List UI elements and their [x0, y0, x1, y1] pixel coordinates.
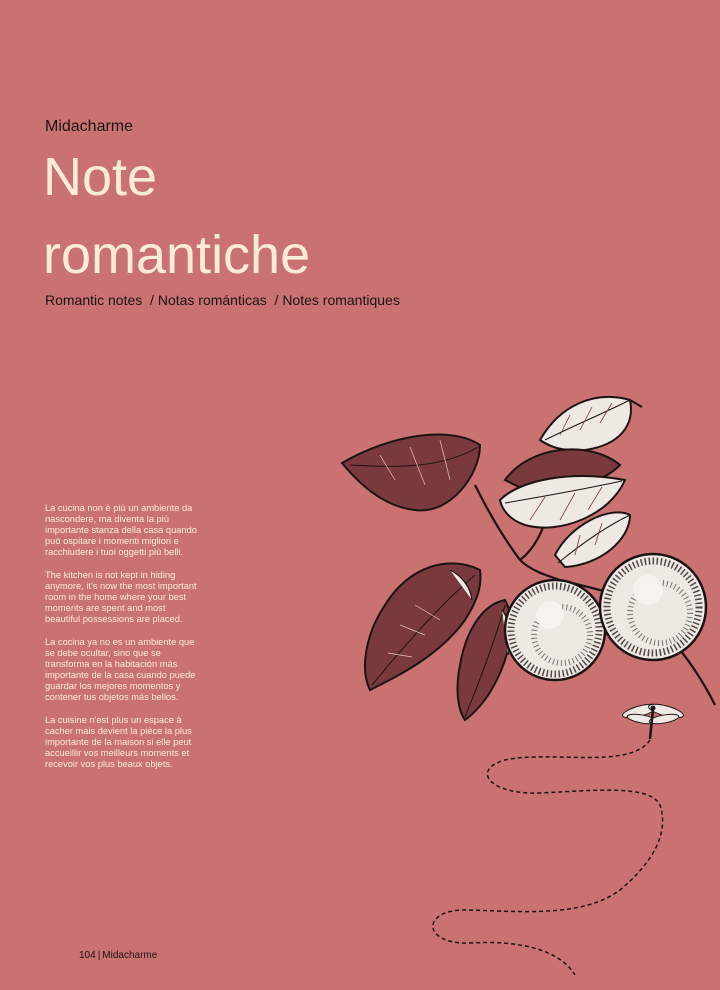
body-text	[45, 503, 197, 782]
apricot-fruit-right-icon	[600, 554, 706, 660]
paragraph-english: The kitchen is not kept in hiding anymore, it's now the most important room in the home where your best moments are spent and most beautiful possessions are placed.	[45, 570, 197, 624]
title-line-1: Note	[43, 147, 158, 207]
page-title	[43, 138, 310, 294]
paragraph-italian: La cucina non è più un ambiente da nascondere, ma diventa la più importante stanza della casa quando può ospitare i momenti migliori e racchiudere i tuoi oggetti più belli.	[45, 503, 197, 557]
page-footer	[79, 950, 157, 961]
paragraph-spanish: La cocina ya no es un ambiente que se debe ocultar, sino que se transforma en la habitación más importante de la casa cuando puede guardar los mejores momentos y contener tus objetos más bellos.	[45, 637, 196, 702]
dragonfly-icon	[621, 702, 684, 739]
apricot-branch-illustration	[330, 385, 720, 975]
dashed-flight-path	[433, 740, 663, 975]
title-line-2: romantiche	[43, 225, 311, 285]
paragraph-french: La cuisine n'est plus un espace à cacher mais devient la pièce la plus importante de la maison si elle peut accueillir vos meilleurs moments et recevoir vos plus beaux objets.	[45, 715, 192, 769]
footer-brand: Midacharme	[102, 950, 158, 961]
page-number: 104	[79, 950, 96, 961]
brand-name: Midacharme	[45, 118, 134, 135]
apricot-fruit-left-icon	[505, 580, 605, 680]
footer-separator: |	[97, 950, 101, 961]
page-subtitle: Romantic notes / Notas románticas / Notes romantiques	[45, 292, 400, 308]
leaf-top-left-icon	[342, 435, 480, 511]
leaf-top-right-icon	[540, 397, 642, 450]
